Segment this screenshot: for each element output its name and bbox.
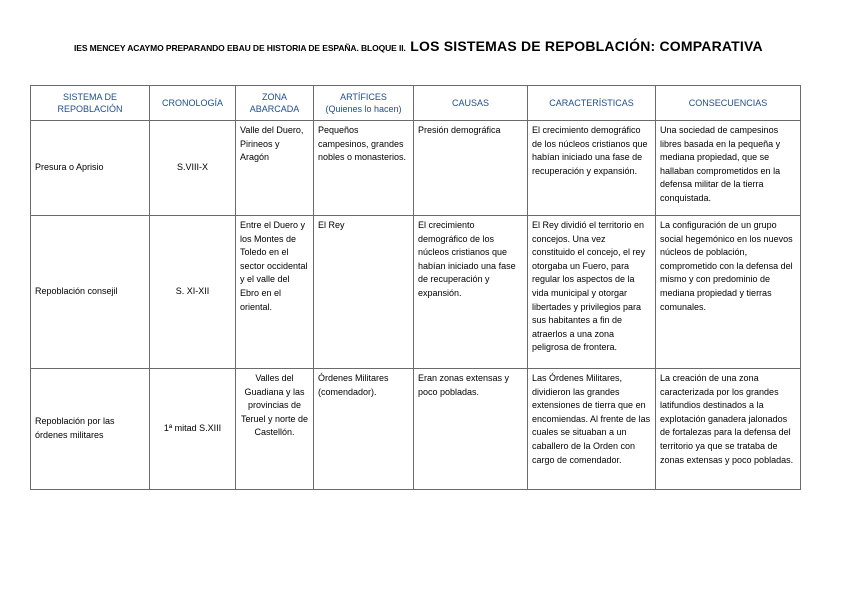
cell-zona: Entre el Duero y los Montes de Toledo en el sector occidental y el valle del Ebro en el oriental. (236, 216, 314, 369)
cell-artifices: Pequeños campesinos, grandes nobles o monasterios. (314, 121, 414, 216)
comparison-table (30, 85, 801, 490)
header-caracteristicas: CARACTERÍSTICAS (528, 86, 656, 121)
table-row (31, 216, 801, 369)
cell-cronologia: S.VIII-X (150, 121, 236, 216)
cell-sistema: Repoblación consejil (31, 216, 150, 369)
cell-consecuencias: Una sociedad de campesinos libres basada en la pequeña y mediana propiedad, que se hallaban comprometidos en la defensa militar de la tierra conquistada. (656, 121, 801, 216)
cell-consecuencias: La configuración de un grupo social hegemónico en los nuevos núcleos de población, comprometido con la defensa del mismo y con predominio de mediana propiedad y tierras comunales. (656, 216, 801, 369)
cell-artifices: Órdenes Militares (comendador). (314, 369, 414, 490)
cell-caracteristicas: El Rey dividió el territorio en concejos. Una vez constituido el concejo, el rey otorgaba un Fuero, para regular los aspectos de la vida municipal y otorgar libertades y privilegios para sus habitantes a fin de atraerlos a una zona peligrosa de frontera. (528, 216, 656, 369)
document-title (74, 38, 834, 56)
cell-zona: Valle del Duero, Pirineos y Aragón (236, 121, 314, 216)
header-artifices-label: ARTÍFICES (340, 92, 387, 102)
cell-artifices: El Rey (314, 216, 414, 369)
header-artifices-sub: (Quienes lo hacen) (325, 104, 402, 114)
cell-causas: El crecimiento demográfico de los núcleos cristianos que habían iniciado una fase de recuperación y expansión. (414, 216, 528, 369)
cell-zona: Valles del Guadiana y las provincias de Teruel y norte de Castellón. (236, 369, 314, 490)
header-row (31, 86, 801, 121)
cell-consecuencias: La creación de una zona caracterizada por los grandes latifundios destinados a la explotación ganadera jalonados de fortalezas para la defensa del territorio ya que se trataba de zonas extensas y poco pobladas. (656, 369, 801, 490)
cell-causas: Eran zonas extensas y poco pobladas. (414, 369, 528, 490)
cell-causas: Presión demográfica (414, 121, 528, 216)
header-sistema: SISTEMA DE REPOBLACIÓN (31, 86, 150, 121)
cell-caracteristicas: Las Órdenes Militares, dividieron las grandes extensiones de tierra que en encomiendas. Al frente de las cuales se situaban a un caballero de la Orden con cargo de comendador. (528, 369, 656, 490)
cell-cronologia: S. XI-XII (150, 216, 236, 369)
header-artifices (314, 86, 414, 121)
table-row (31, 369, 801, 490)
header-consecuencias: CONSECUENCIAS (656, 86, 801, 121)
cell-caracteristicas: El crecimiento demográfico de los núcleos cristianos que habían iniciado una fase de recuperación y expansión. (528, 121, 656, 216)
cell-sistema: Repoblación por las órdenes militares (31, 369, 150, 490)
title-main: LOS SISTEMAS DE REPOBLACIÓN: COMPARATIVA (410, 38, 763, 54)
header-cronologia: CRONOLOGÍA (150, 86, 236, 121)
title-prefix: IES MENCEY ACAYMO PREPARANDO EBAU DE HISTORIA DE ESPAÑA. BLOQUE II. (74, 43, 406, 53)
header-zona: ZONA ABARCADA (236, 86, 314, 121)
header-causas: CAUSAS (414, 86, 528, 121)
cell-sistema: Presura o Aprisio (31, 121, 150, 216)
cell-cronologia: 1ª mitad S.XIII (150, 369, 236, 490)
table-row (31, 121, 801, 216)
